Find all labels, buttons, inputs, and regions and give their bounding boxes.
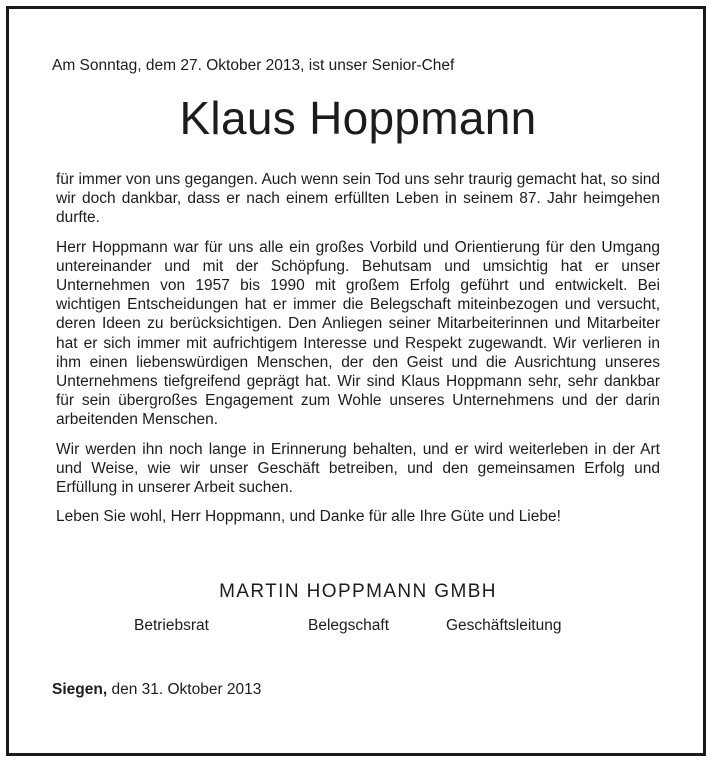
notice-body: [56, 170, 660, 536]
department-management: Geschäftsleitung: [446, 617, 562, 634]
date: den 31. Oktober 2013: [111, 681, 262, 698]
place: Siegen,: [52, 681, 108, 698]
intro-line: Am Sonntag, dem 27. Oktober 2013, ist unser Senior-Chef: [52, 57, 455, 74]
department-staff: Belegschaft: [308, 617, 389, 634]
paragraph-1: für immer von uns gegangen. Auch wenn sein Tod uns sehr traurig gemacht hat, so sind wir doch dankbar, dass er nach einem erfüllten Leben in seinem 87. Jahr heimgehen durfte.: [56, 171, 660, 227]
company-name: MARTIN HOPPMANN GMBH: [219, 581, 497, 602]
paragraph-4: Leben Sie wohl, Herr Hoppmann, und Danke für alle Ihre Güte und Liebe!: [56, 508, 561, 526]
paragraph-3: Wir werden ihn noch lange in Erinnerung behalten, und er wird weiterleben in der Art und Weise, wie wir unser Geschäft betreiben, und den gemeinsamen Erfolg und Erfüllung in unserer Arbeit suchen.: [56, 440, 660, 497]
place-date-line: [52, 680, 261, 700]
deceased-name: Klaus Hoppmann: [179, 92, 537, 144]
paragraph-2: Herr Hoppmann war für uns alle ein großes Vorbild und Orientierung für den Umgang untereinander und mit der Schöpfung. Behutsam und umsichtig hat er unser Unternehmen von 1957 bis 1990 mit großem Erfolg geführt und entwickelt. Bei wichtigen Entscheidungen hat er immer die Belegschaft miteinbezogen und versucht, deren Ideen zu berücksichtigen. Den Anliegen seiner Mitarbeiterinnen und Mitarbeiter hat er sich immer mit aufrichtigem Interesse und Respekt zugewandt. Wir verlieren in ihm einen liebenswürdigen Menschen, der den Geist und die Ausrichtung unseres Unternehmens tiefgreifend geprägt hat. Wir sind Klaus Hoppmann sehr, sehr dankbar für sein übergroßes Engagement zum Wohle unseres Unternehmens und der darin arbeitenden Menschen.: [56, 238, 660, 429]
department-works-council: Betriebsrat: [134, 617, 209, 634]
